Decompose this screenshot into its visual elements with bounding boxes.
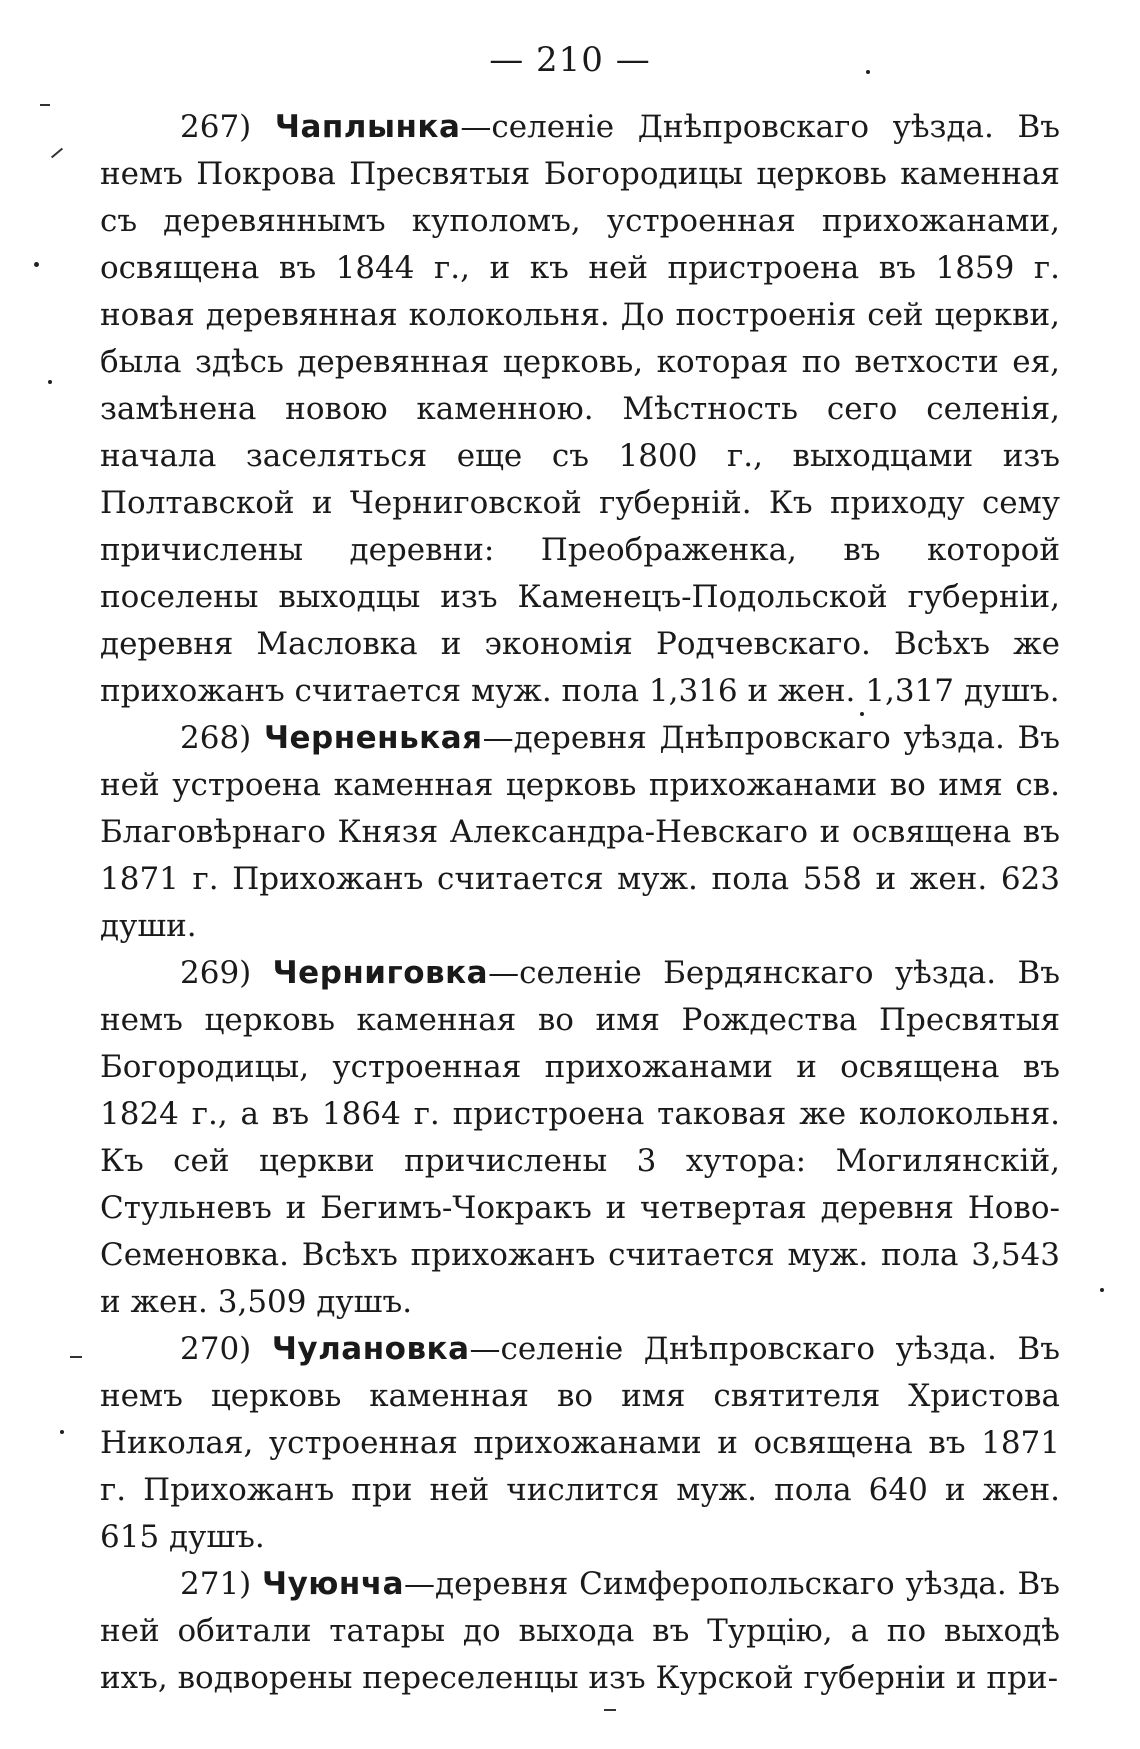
entry-271 xyxy=(100,1561,1060,1702)
entry-269 xyxy=(100,950,1060,1326)
print-speck xyxy=(866,70,870,74)
entry-name: Чуюнча xyxy=(262,1566,405,1602)
print-dash xyxy=(40,104,50,106)
print-speck xyxy=(860,712,864,716)
entry-270 xyxy=(100,1326,1060,1561)
entry-text: —селеніе Днѣпровскаго уѣзда. Въ немъ церковь каменная во имя святителя Христова Николая, устроенная прихожанами и освящена въ 1871 г. Прихожанъ при ней числится муж. пола 640 и жен. 615 душъ. xyxy=(100,1331,1060,1555)
print-speck xyxy=(1100,1288,1104,1292)
entry-text: —деревня Симферопольскаго уѣзда. Въ ней обитали татары до выхода въ Турцію, а по выходѣ ихъ, водворены переселенцы изъ Курской губерніи и при- xyxy=(100,1566,1060,1696)
entry-name: Черненькая xyxy=(263,720,483,756)
entry-text: —селеніе Днѣпровскаго уѣзда. Въ немъ Покрова Пресвятыя Богородицы церковь каменная съ деревяннымъ куполомъ, устроенная прихожанами, освящена въ 1844 г., и къ ней пристроена въ 1859 г. новая деревянная колокольня. До построенія сей церкви, была здѣсь деревянная церковь, которая по ветхости ея, замѣнена новою каменною. Мѣстность сего селенія, начала заселяться еще съ 1800 г., выходцами изъ Полтавской и Черниговской губерній. Къ приходу сему причислены деревни: Преображенка, въ которой поселены выходцы изъ Каменецъ-Подольской губерніи, деревня Масловка и экономія Родчевскаго. Всѣхъ же прихожанъ считается муж. пола 1,316 и жен. 1,317 душъ. xyxy=(100,109,1060,709)
print-dash xyxy=(70,1356,82,1358)
entry-name: Черниговка xyxy=(272,955,489,991)
print-speck xyxy=(34,262,39,267)
page-number: — 210 — xyxy=(489,40,651,80)
entry-268 xyxy=(100,715,1060,950)
entry-number: 267) xyxy=(180,109,252,145)
page-body xyxy=(100,104,1060,1702)
print-speck xyxy=(60,1430,64,1434)
entry-text: —селеніе Бердянскаго уѣзда. Въ немъ церковь каменная во имя Рождества Пресвятыя Богородицы, устроенная прихожанами и освящена въ 1824 г., а въ 1864 г. пристроена таковая же колокольня. Къ сей церкви причислены 3 хутора: Могилянскій, Стульневъ и Бегимъ-Чокракъ и четвертая деревня Ново-Семеновка. Всѣхъ прихожанъ считается муж. пола 3,543 и жен. 3,509 душъ. xyxy=(100,955,1060,1320)
print-speck xyxy=(48,380,52,384)
entry-number: 270) xyxy=(180,1331,252,1367)
print-dash xyxy=(604,1709,616,1711)
entry-number: 269) xyxy=(180,955,252,991)
entry-number: 271) xyxy=(180,1566,252,1602)
entry-name: Чаплынка xyxy=(274,109,461,145)
entry-text: —деревня Днѣпровскаго уѣзда. Въ ней устроена каменная церковь прихожанами во имя св. Благовѣрнаго Князя Александра-Невскаго и освящена въ 1871 г. Прихожанъ считается муж. пола 558 и жен. 623 души. xyxy=(100,720,1060,944)
entry-name: Чулановка xyxy=(271,1331,470,1367)
print-dash xyxy=(51,148,63,159)
entry-number: 268) xyxy=(180,720,252,756)
entry-267 xyxy=(100,104,1060,715)
